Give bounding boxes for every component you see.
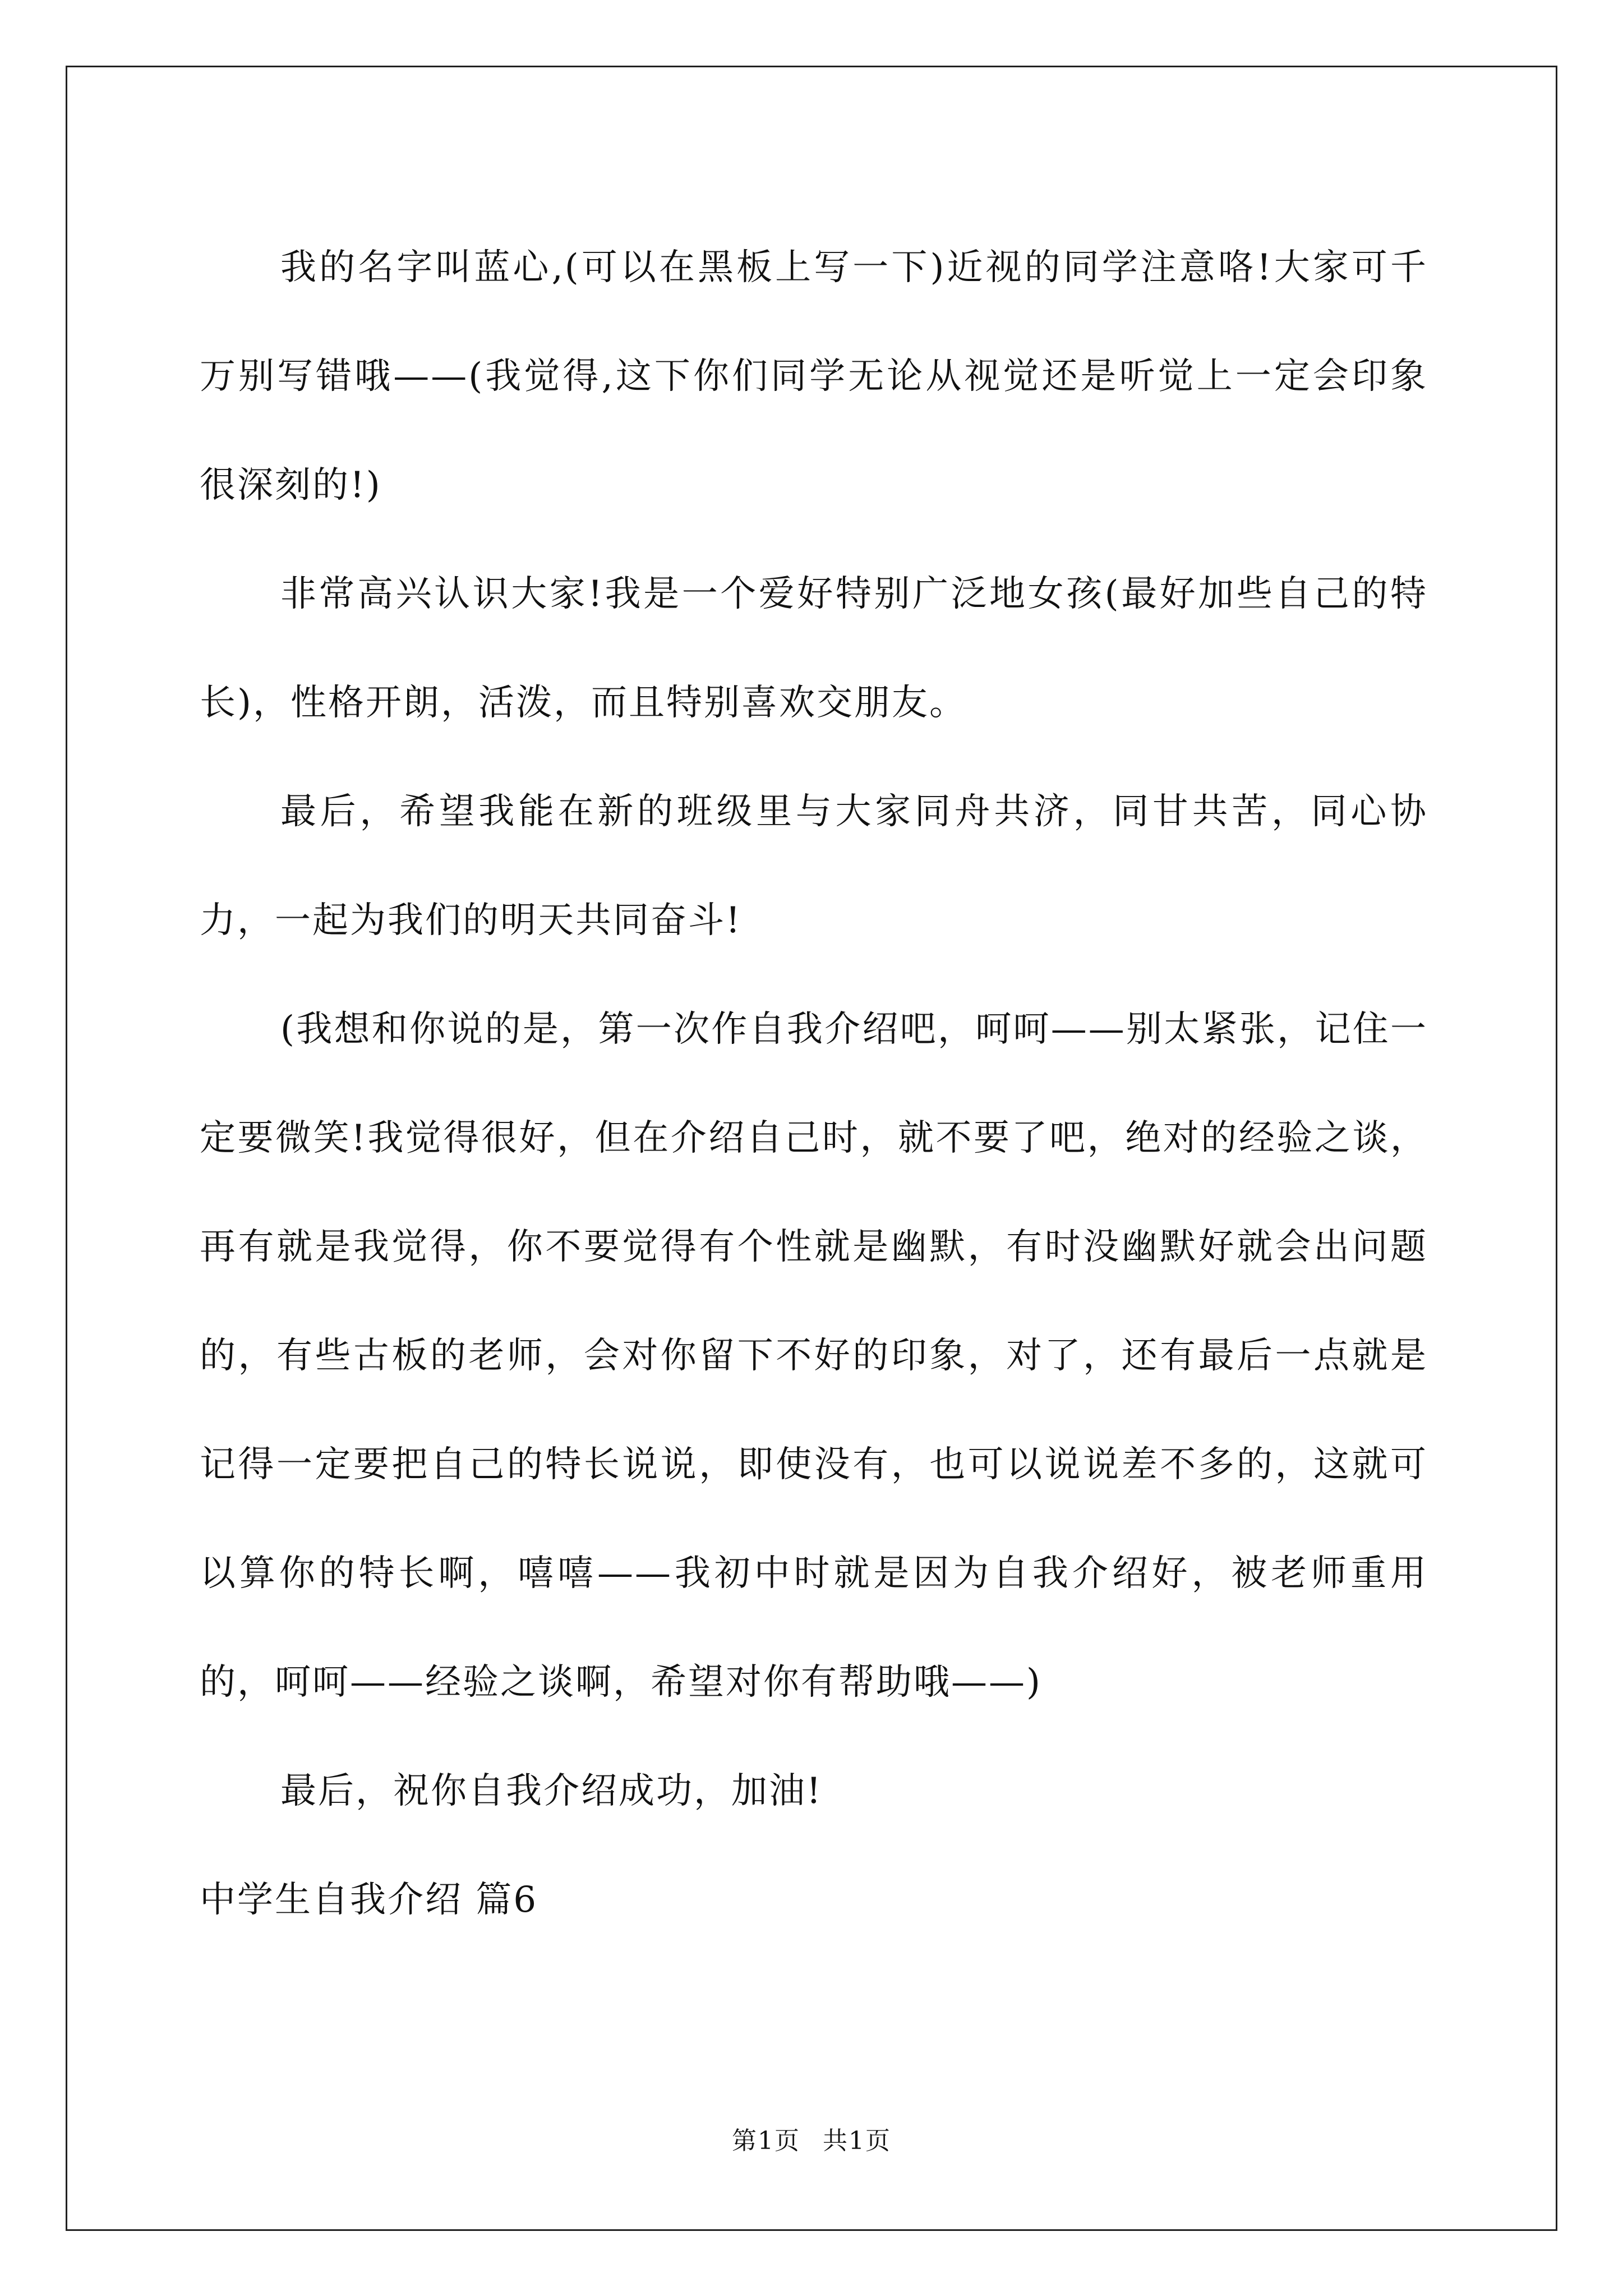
- section-heading: 中学生自我介绍 篇6: [200, 1879, 538, 1921]
- document-body: [200, 213, 1428, 1954]
- paragraph-5: 最后，祝你自我介绍成功，加油!: [280, 1770, 823, 1812]
- page-number-total: 共1页: [823, 2127, 891, 2155]
- paragraph-2: 非常高兴认识大家!我是一个爱好特别广泛地女孩(最好加些自己的特长)，性格开朗，活泼，而且特别喜欢交朋友。: [200, 573, 1428, 724]
- paragraph-4: (我想和你说的是，第一次作自我介绍吧，呵呵——别太紧张，记住一定要微笑!我觉得很好，但在介绍自己时，就不要了吧，绝对的经验之谈，再有就是我觉得，你不要觉得有个性就是幽默，有时没幽默好就会出问题的，有些古板的老师，会对你留下不好的印象，对了，还有最后一点就是记得一定要把自己的特长说说，即使没有，也可以说说差不多的，这就可以算你的特长啊，嘻嘻——我初中时就是因为自我介绍好，被老师重用的，呵呵——经验之谈啊，希望对你有帮助哦——): [200, 1009, 1428, 1703]
- paragraph-1: 我的名字叫蓝心,(可以在黑板上写一下)近视的同学注意咯!大家可千万别写错哦——(我觉得,这下你们同学无论从视觉还是听觉上一定会印象很深刻的!): [200, 247, 1428, 506]
- page-number-current: 第1页: [732, 2127, 800, 2155]
- page-footer: [0, 2120, 1623, 2156]
- paragraph-3: 最后，希望我能在新的班级里与大家同舟共济，同甘共苦，同心协力，一起为我们的明天共同奋斗!: [200, 791, 1428, 941]
